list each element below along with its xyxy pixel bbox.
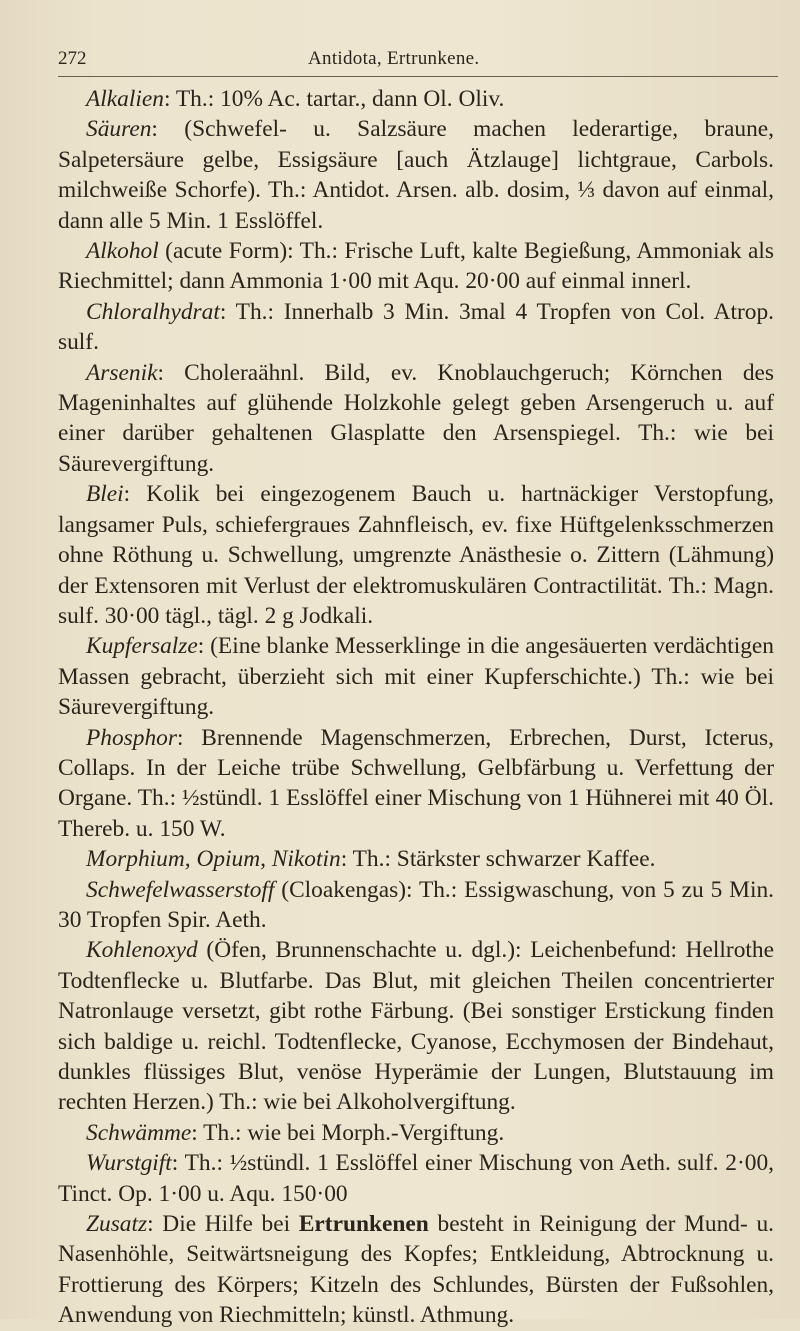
entry-text: : Kolik bei eingezogenem Bauch u. hartnäckiger Verstopfung, langsamer Puls, schiefergraues Zahnfleisch, ev. fixe Hüftgelenksschmerzen ohne Röthung u. Schwellung, umgrenzte Anästhesie o. Zittern (Lähmung) der Extensoren mit Verlust der elektromuskulären Contractilität. Th.: Magn. sulf. 30·00 tägl., tägl. 2 g Jodkali.: [58, 481, 774, 629]
entry-text: : Th.: Stärkster schwarzer Kaffee.: [340, 846, 656, 873]
page-number: 272: [58, 48, 87, 69]
entry-text: : Th.: 10% Ac. tartar., dann Ol. Oliv.: [163, 86, 505, 112]
running-title: Antidota, Ertrunkene.: [308, 48, 480, 69]
entry-text: : Th.: ½stündl. 1 Esslöffel einer Mischung von Aeth. sulf. 2·00, Tinct. Op. 1·00 u. Aqu. 150·00: [58, 1150, 774, 1207]
entry-term: Kupfersalze: [86, 633, 198, 660]
entry-paragraph: [58, 631, 774, 722]
entry-term: Wurstgift: [86, 1150, 172, 1177]
zusatz-emphasis: Ertrunkenen: [298, 1211, 429, 1238]
entry-paragraph: [58, 84, 774, 114]
entry-paragraph: [58, 236, 774, 297]
entry-paragraph: [58, 358, 774, 480]
entry-text: (Öfen, Brunnenschachte u. dgl.): Leichenbefund: Hellrothe Todtenflecke u. Blutfarbe. Das Blut, mit gleichen Theilen concentrierter Natronlauge versetzt, gibt rothe Färbung. (Bei sonstiger Erstickung finden sich baldige u. reichl. Todtenflecke, Cyanose, Ecchymosen der Bindehaut, dunkles flüssiges Blut, venöse Hyperämie der Lungen, Blutstauung im rechten Herzen.) Th.: wie bei Alkoholvergiftung.: [58, 937, 774, 1116]
entry-text: (Cloakengas): Th.: Essigwaschung, von 5 zu 5 Min. 30 Tropfen Spir. Aeth.: [58, 876, 774, 933]
entry-term: Alkalien: [86, 86, 164, 112]
entry-term: Schwämme: [86, 1119, 192, 1146]
entry-paragraph: [58, 1118, 774, 1148]
entry-term: Chloralhydrat: [86, 298, 220, 325]
entry-paragraph: [58, 114, 774, 236]
body-text: [58, 84, 774, 1331]
zusatz-term: Zusatz: [86, 1211, 148, 1238]
zusatz-text-after: besteht in Reinigung der Mund- u. Nasenhöhle, Seitwärtsneigung des Kopfes; Entkleidung, Abtrocknung u. Frottierung des Körpers; Kitzeln des Schlundes, Bürsten der Fußsohlen, Anwendung von Riechmitteln; künstl. Athmung.: [58, 1211, 774, 1329]
page-header: [58, 48, 778, 78]
entry-paragraph: [58, 844, 774, 874]
entry-term: Alkohol: [86, 238, 159, 265]
header-rule: [58, 76, 778, 77]
entry-paragraph: [58, 479, 774, 631]
entry-term: Säuren: [86, 116, 152, 143]
entry-term: Phosphor: [86, 724, 177, 751]
entry-text: : Th.: wie bei Morph.-Vergiftung.: [191, 1119, 505, 1146]
entry-term: Blei: [86, 481, 124, 508]
entry-text: : (Schwefel- u. Salzsäure machen lederartige, braune, Salpetersäure gelbe, Essigsäure [auch Ätzlauge] lichtgraue, Carbols. milchweiße Schorfe). Th.: Antidot. Arsen. alb. dosim, ⅓ davon auf einmal, dann alle 5 Min. 1 Esslöffel.: [58, 116, 774, 234]
zusatz-paragraph: [58, 1209, 774, 1331]
entry-text: (acute Form): Th.: Frische Luft, kalte Begießung, Ammoniak als Riechmittel; dann Ammonia 1·00 mit Aqu. 20·00 auf einmal innerl.: [58, 238, 774, 295]
entry-paragraph: [58, 935, 774, 1117]
entry-term: Kohlenoxyd: [86, 937, 198, 964]
entry-text: : Choleraähnl. Bild, ev. Knoblauchgeruch; Körnchen des Mageninhaltes auf glühende Holzkohle gelegt geben Arsengeruch u. auf einer darüber gehaltenen Glasplatte den Arsenspiegel. Th.: wie bei Säurevergiftung.: [58, 359, 774, 477]
zusatz-text-before: : Die Hilfe bei: [147, 1211, 299, 1238]
entry-list: [58, 84, 774, 1209]
entry-text: : Brennende Magenschmerzen, Erbrechen, Durst, Icterus, Collaps. In der Leiche trübe Schwellung, Gelbfärbung u. Verfettung der Organe. Th.: ½stündl. 1 Esslöffel einer Mischung von 1 Hühnerei mit 40 Öl. Thereb. u. 150 W.: [58, 724, 774, 842]
entry-paragraph: [58, 297, 774, 358]
entry-paragraph: [58, 875, 774, 936]
entry-term: Morphium, Opium, Nikotin: [86, 846, 341, 873]
entry-term: Arsenik: [86, 359, 158, 386]
entry-paragraph: [58, 1148, 774, 1209]
entry-paragraph: [58, 723, 774, 845]
entry-term: Schwefelwasserstoff: [86, 876, 275, 903]
entry-text: : Th.: Innerhalb 3 Min. 3mal 4 Tropfen von Col. Atrop. sulf.: [58, 298, 774, 356]
entry-text: : (Eine blanke Messerklinge in die angesäuerten verdächtigen Massen gebracht, überzieht sich mit einer Kupferschichte.) Th.: wie bei Säurevergiftung.: [58, 633, 774, 721]
